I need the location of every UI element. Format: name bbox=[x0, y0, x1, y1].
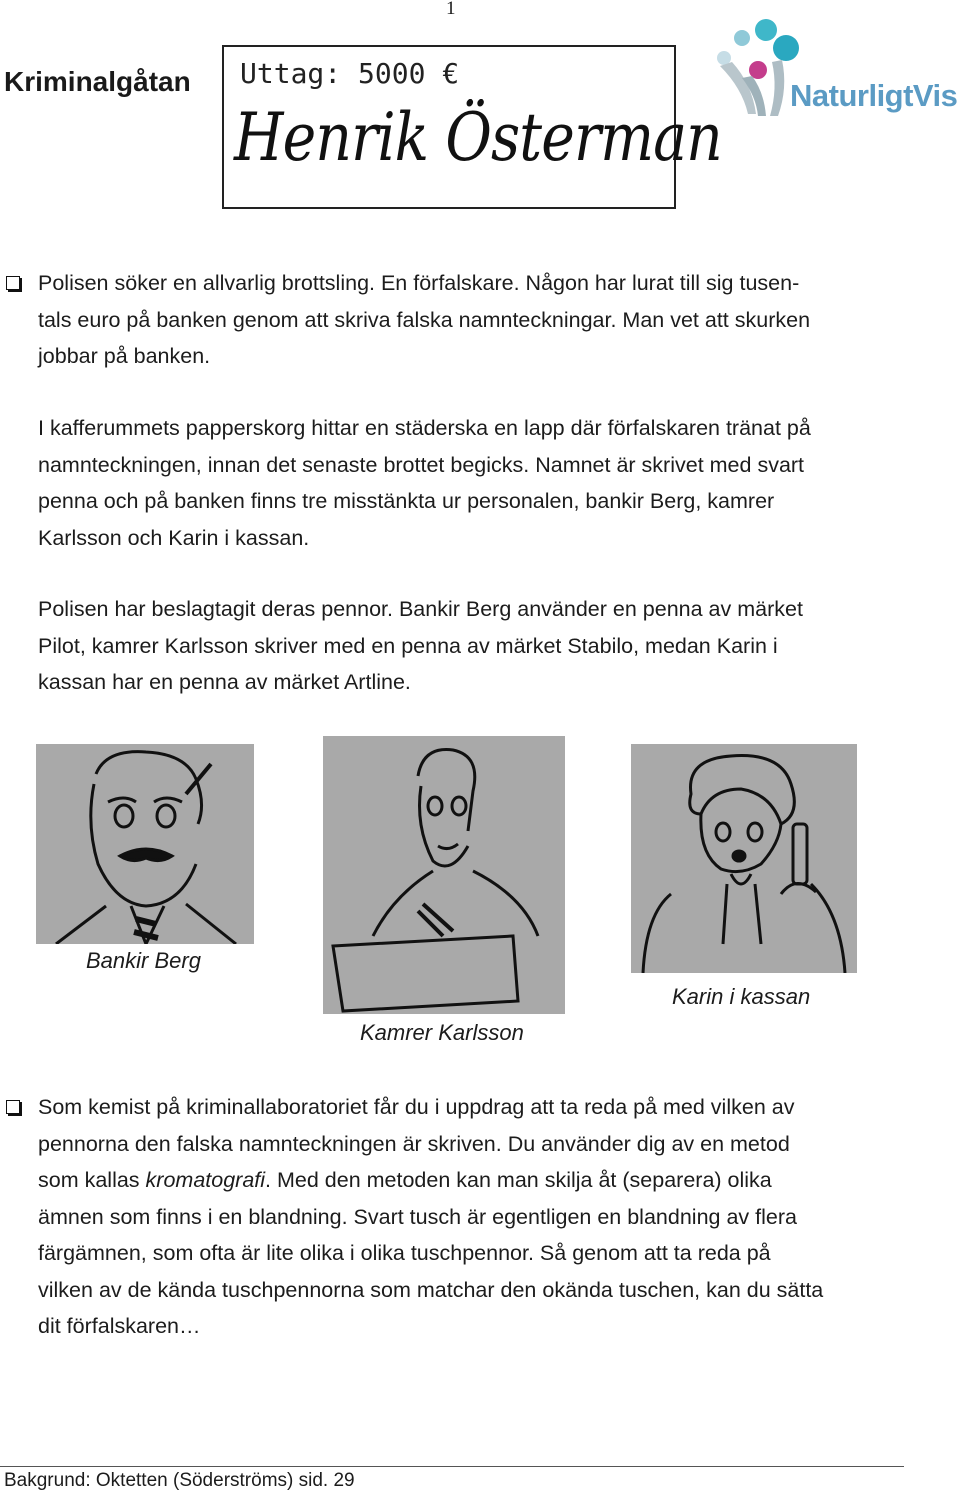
kamrer-karlsson-illustration bbox=[323, 736, 565, 1014]
pens-paragraph bbox=[38, 591, 918, 701]
logo-text: NaturligtVis bbox=[790, 78, 958, 113]
bankir-berg-illustration bbox=[36, 744, 254, 944]
task-paragraph bbox=[38, 1089, 918, 1345]
document-title: Kriminalgåtan bbox=[4, 66, 191, 97]
suspect-caption: Karin i kassan bbox=[672, 984, 811, 1009]
note-line: Karlsson och Karin i kassan. bbox=[38, 525, 310, 550]
note-line: I kafferummets papperskorg hittar en städerska en lapp där förfalskaren tränat på bbox=[38, 416, 811, 440]
intro-line: Polisen söker en allvarlig brottsling. En förfalskare. Någon har lurat till sig tusen- bbox=[38, 271, 800, 295]
task-line: dit förfalskaren… bbox=[38, 1314, 201, 1338]
checkbox-icon bbox=[6, 276, 20, 290]
task-line-method bbox=[38, 1162, 918, 1199]
suspect-caption: Bankir Berg bbox=[86, 948, 201, 973]
footer-source: Bakgrund: Oktetten (Söderströms) sid. 29 bbox=[4, 1470, 355, 1491]
intro-line: tals euro på banken genom att skriva falska namnteckningar. Man vet att skurken bbox=[38, 307, 811, 332]
note-line: namnteckningen, innan det senaste brottet begicks. Namnet är skrivet med svart bbox=[38, 452, 805, 477]
task-line: Som kemist på kriminallaboratoriet får du i uppdrag att ta reda på med vilken av bbox=[38, 1095, 795, 1119]
suspect-caption: Kamrer Karlsson bbox=[360, 1020, 524, 1045]
task-line: pennorna den falska namnteckningen är skriven. Du använder dig av en metod bbox=[38, 1131, 790, 1156]
pens-line: Pilot, kamrer Karlsson skriver med en penna av märket Stabilo, medan Karin i bbox=[38, 633, 778, 658]
task-line: färgämnen, som ofta är lite olika i olika tuschpennor. Så genom att ta reda på bbox=[38, 1241, 771, 1265]
intro-line: jobbar på banken. bbox=[38, 344, 211, 368]
task-line: ämnen som finns i en blandning. Svart tusch är egentligen en blandning av flera bbox=[38, 1204, 797, 1229]
naturligtvis-logo bbox=[712, 18, 960, 128]
page-number: 1 bbox=[446, 0, 456, 19]
footer-divider bbox=[0, 1466, 904, 1467]
task-line-post: . Med den metoden kan man skilja åt (separera) olika bbox=[265, 1168, 772, 1192]
pens-line: kassan har en penna av märket Artline. bbox=[38, 670, 411, 694]
method-term: kromatografi bbox=[145, 1168, 266, 1192]
withdrawal-amount: Uttag: 5000 € bbox=[240, 57, 460, 90]
checkbox-icon bbox=[6, 1100, 20, 1114]
note-paragraph bbox=[38, 410, 918, 556]
task-line-pre: som kallas bbox=[38, 1168, 146, 1192]
pens-line: Polisen har beslagtagit deras pennor. Bankir Berg använder en penna av märket bbox=[38, 597, 803, 621]
task-line: vilken av de kända tuschpennorna som matchar den okända tuschen, kan du sätta bbox=[38, 1277, 824, 1302]
intro-paragraph bbox=[38, 265, 918, 375]
note-line: penna och på banken finns tre misstänkta ur personalen, bankir Berg, kamrer bbox=[38, 489, 775, 513]
withdrawal-box bbox=[222, 45, 722, 209]
karin-i-kassan-illustration bbox=[631, 744, 857, 973]
forged-signature-name: Henrik Österman bbox=[234, 99, 722, 176]
